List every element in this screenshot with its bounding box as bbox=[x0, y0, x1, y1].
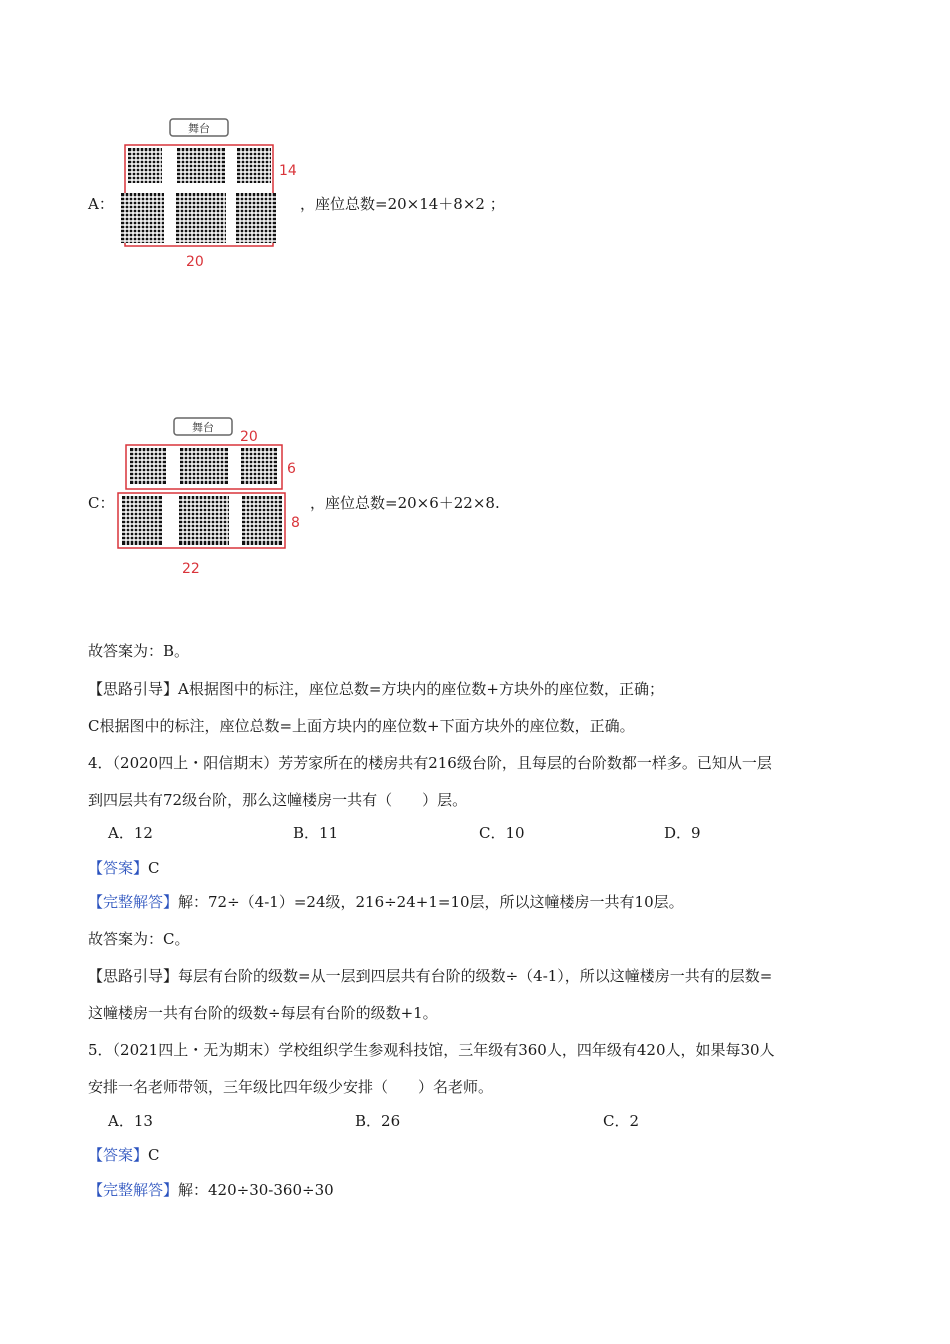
q4-answer-tag: 【答案】 bbox=[88, 859, 149, 877]
q4-conclusion: 故答案为：C。 bbox=[88, 930, 190, 948]
hint-1 bbox=[88, 679, 664, 699]
figA-dim-bottom: 20 bbox=[186, 254, 204, 270]
q4-solution-tag: 【完整解答】 bbox=[88, 893, 179, 911]
q5-answer bbox=[88, 1145, 160, 1165]
hint-1-text: A根据图中的标注，座位总数=方块内的座位数+方块外的座位数，正确； bbox=[178, 680, 664, 698]
q4-option-b: B．11 bbox=[293, 824, 339, 842]
q4-hint bbox=[88, 966, 772, 986]
q4-answer-value: C bbox=[148, 859, 160, 877]
figC-label: C： bbox=[88, 494, 115, 512]
figC-stage: 舞台 bbox=[192, 421, 214, 434]
figA-stage: 舞台 bbox=[188, 122, 210, 135]
q5-answer-value: C bbox=[148, 1146, 160, 1164]
q4-line2: 到四层共有72级台阶，那么这幢楼房一共有（ ）层。 bbox=[88, 791, 468, 809]
q5-option-c: C．2 bbox=[603, 1112, 640, 1130]
q4-option-d: D．9 bbox=[664, 824, 701, 842]
figC-dim-side2: 8 bbox=[291, 515, 300, 531]
q4-hint-tag: 【思路引导】 bbox=[88, 967, 179, 985]
q5-solution-tag: 【完整解答】 bbox=[88, 1181, 179, 1199]
q4-option-a: A．12 bbox=[108, 824, 153, 842]
q4-hint-line2: 这幢楼房一共有台阶的级数÷每层有台阶的级数+1。 bbox=[88, 1004, 438, 1022]
q5-solution bbox=[88, 1180, 334, 1200]
q5-option-b: B．26 bbox=[355, 1112, 401, 1130]
q5-option-a: A．13 bbox=[108, 1112, 153, 1130]
figC-dim-top: 20 bbox=[240, 429, 258, 445]
figC-formula: ，座位总数=20×6＋22×8. bbox=[310, 494, 500, 512]
q4-solution bbox=[88, 892, 684, 912]
q4-answer bbox=[88, 858, 160, 878]
q4-hint-line1: 每层有台阶的级数=从一层到四层共有台阶的级数÷（4-1），所以这幢楼房一共有的层数= bbox=[178, 967, 773, 985]
conclusion-1: 故答案为：B。 bbox=[88, 642, 190, 660]
q5-line2: 安排一名老师带领，三年级比四年级少安排（ ）名老师。 bbox=[88, 1078, 494, 1096]
q5-answer-tag: 【答案】 bbox=[88, 1146, 149, 1164]
q4-solution-text: 解：72÷（4-1）=24级，216÷24+1=10层，所以这幢楼房一共有10层。 bbox=[178, 893, 684, 911]
figA-dim-side: 14 bbox=[279, 163, 297, 179]
figC-dim-bottom: 22 bbox=[182, 561, 200, 577]
q4-line1: 4．（2020四上・阳信期末）芳芳家所在的楼房共有216级台阶，且每层的台阶数都一样多。已知从一层 bbox=[88, 754, 772, 772]
figC-dim-side1: 6 bbox=[287, 461, 296, 477]
figA-formula: ，座位总数=20×14＋8×2 ； bbox=[300, 195, 505, 213]
hint-1-tag: 【思路引导】 bbox=[88, 680, 179, 698]
figA-label: A： bbox=[88, 195, 114, 213]
hint-1-line2: C根据图中的标注，座位总数=上面方块内的座位数+下面方块外的座位数，正确。 bbox=[88, 717, 635, 735]
q5-solution-text: 解：420÷30-360÷30 bbox=[178, 1181, 334, 1199]
q5-line1: 5．（2021四上・无为期末）学校组织学生参观科技馆，三年级有360人，四年级有420人，如果每30人 bbox=[88, 1041, 775, 1059]
figure-c bbox=[112, 413, 312, 579]
q4-option-c: C．10 bbox=[479, 824, 525, 842]
figure-a bbox=[118, 115, 308, 273]
